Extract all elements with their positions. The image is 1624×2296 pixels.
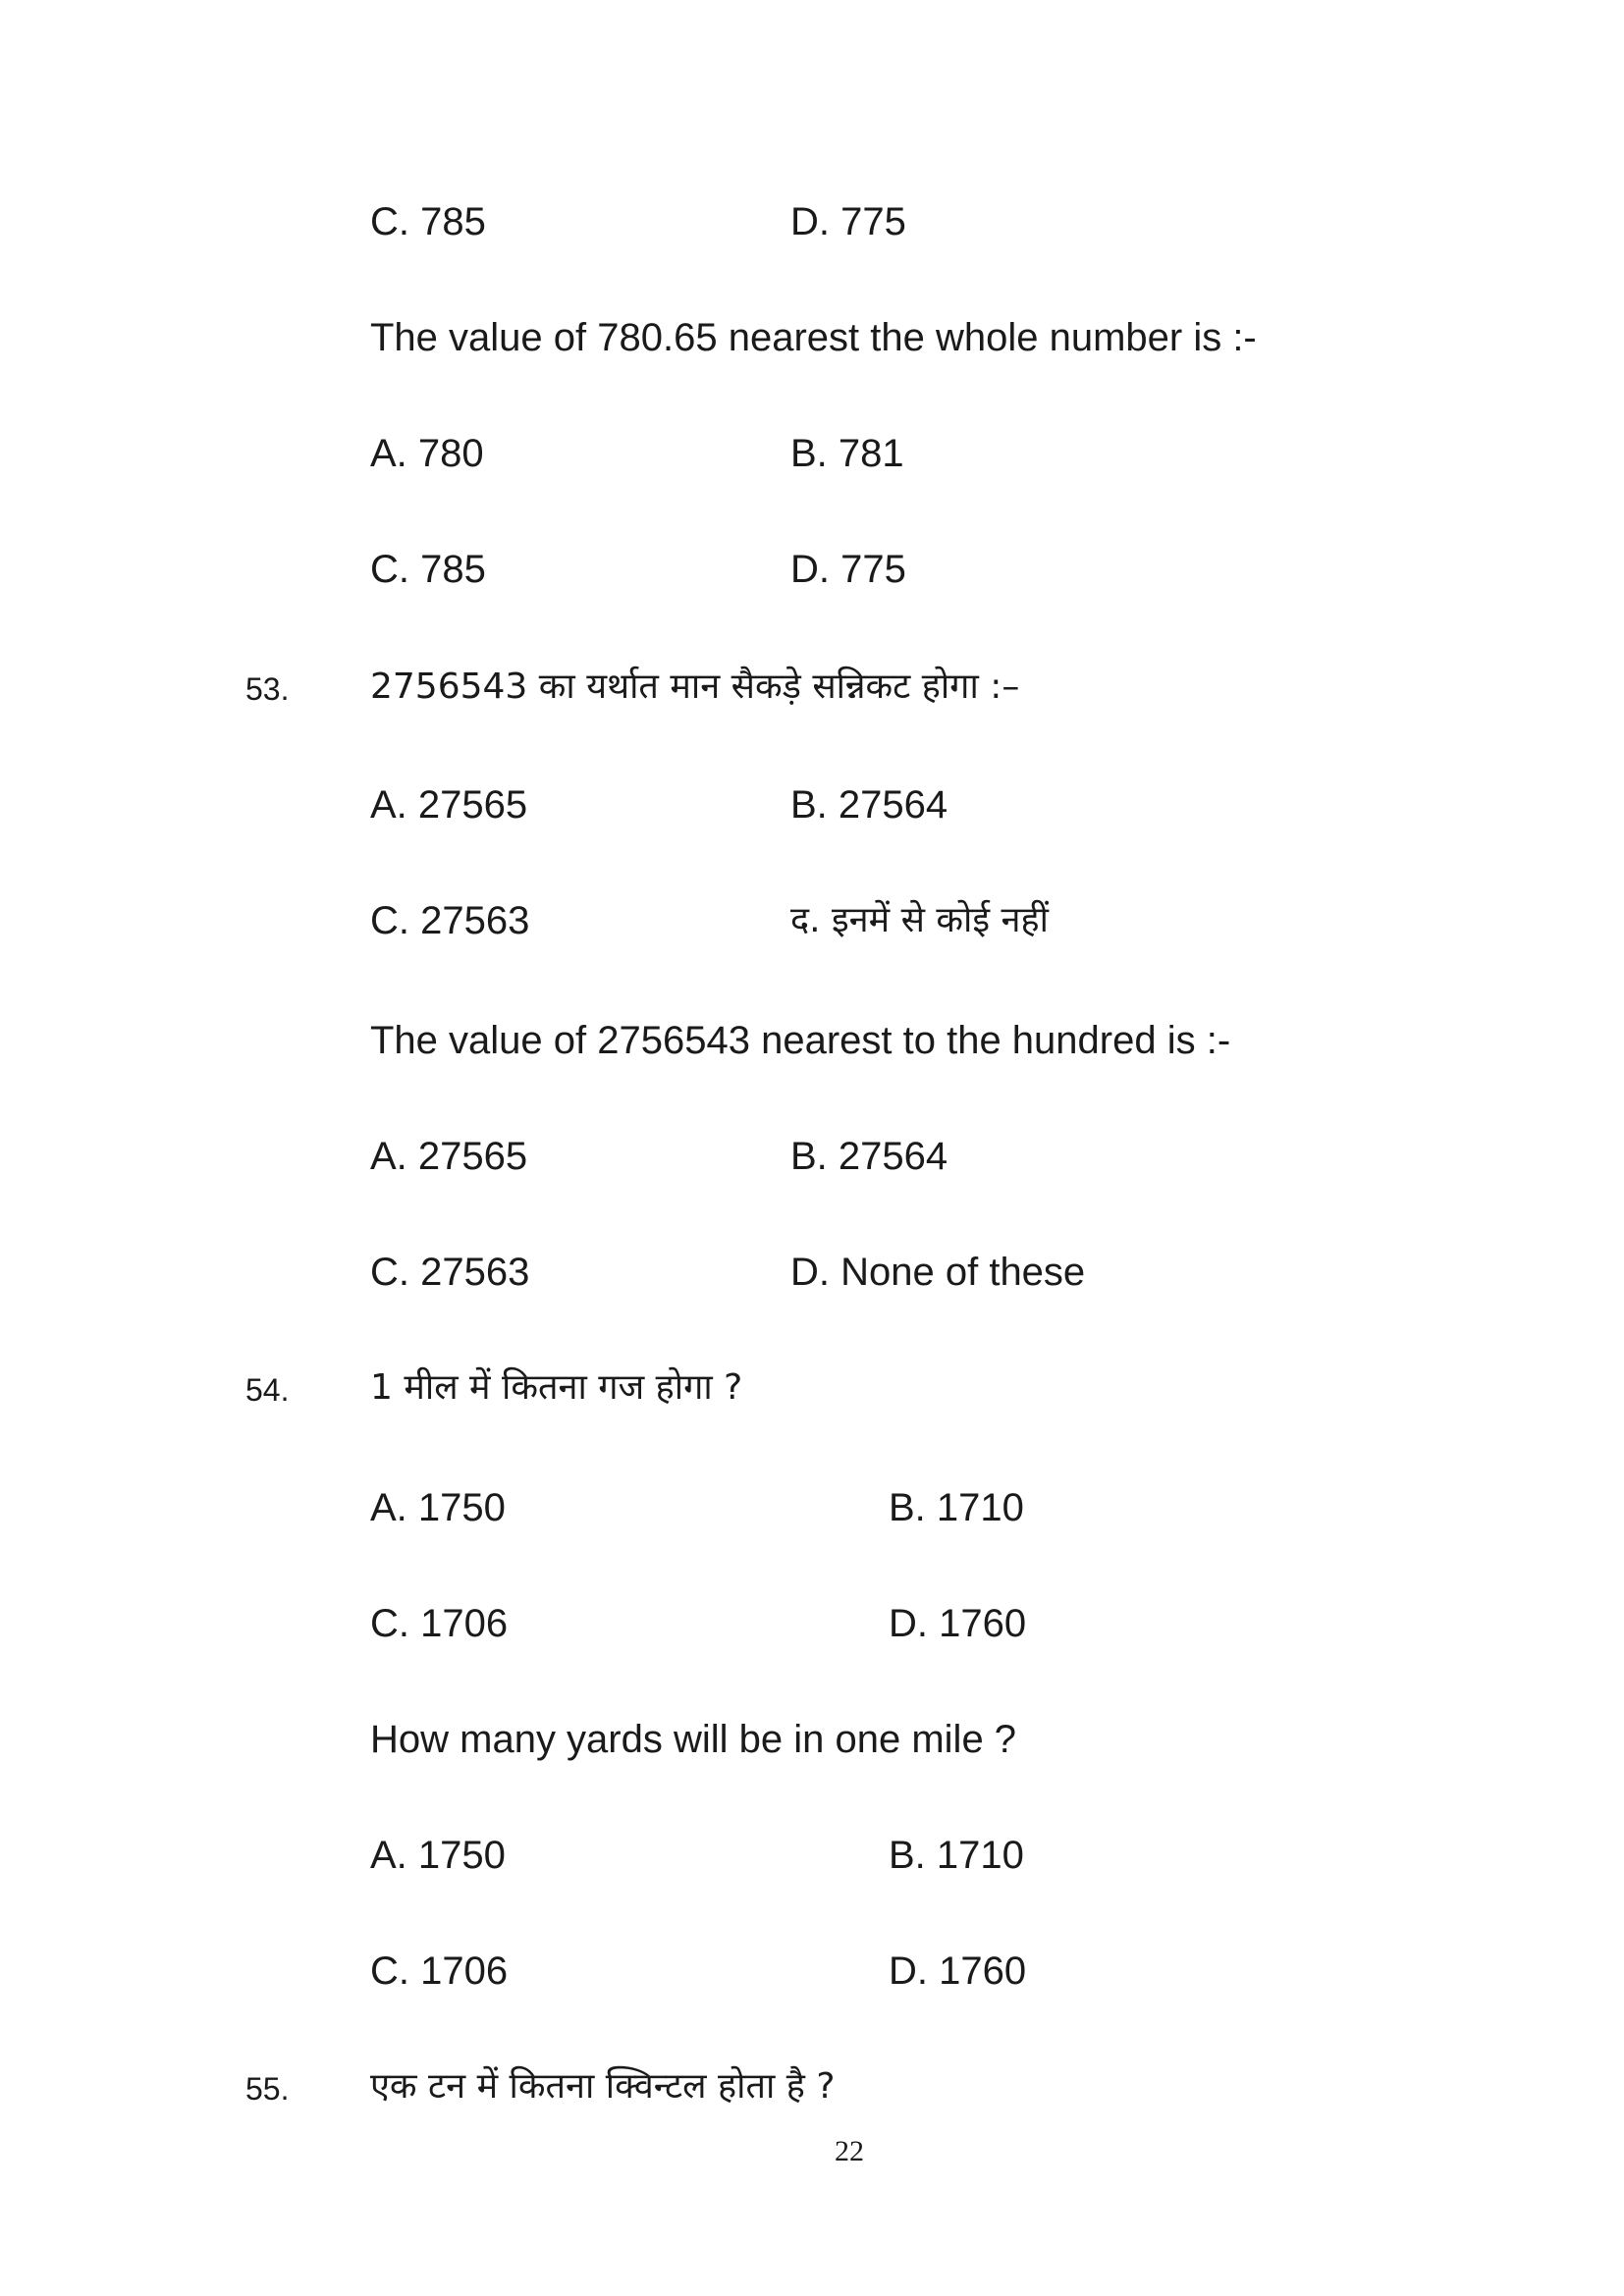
option-c: C. 27563 xyxy=(370,899,530,942)
option-b: B. 781 xyxy=(790,432,904,475)
option-b: B. 27564 xyxy=(790,783,948,827)
question-text-hindi: 2756543 का यर्थात मान सैकड़े सन्निकट होगा :– xyxy=(370,667,1020,707)
option-c: C. 27563 xyxy=(370,1251,530,1294)
option-d: D. 775 xyxy=(790,548,906,591)
option-d: D. 775 xyxy=(790,200,906,243)
option-a: A. 1750 xyxy=(370,1486,506,1529)
question-text-english: The value of 2756543 nearest to the hundred is :- xyxy=(370,1019,1231,1062)
question-text-hindi: एक टन में कितना क्विन्टल होता है ? xyxy=(370,2066,836,2107)
option-c: C. 785 xyxy=(370,548,486,591)
option-c: C. 1706 xyxy=(370,1602,509,1645)
option-a: A. 1750 xyxy=(370,1834,506,1877)
option-b: B. 1710 xyxy=(889,1834,1024,1877)
option-a: A. 27565 xyxy=(370,1135,528,1178)
option-c: C. 1706 xyxy=(370,1949,509,1993)
option-a: A. 27565 xyxy=(370,783,528,827)
option-d: D. 1760 xyxy=(889,1602,1027,1645)
question-text-english: How many yards will be in one mile ? xyxy=(370,1718,1017,1761)
option-a: A. 780 xyxy=(370,432,484,475)
option-b: B. 1710 xyxy=(889,1486,1024,1529)
question-text-hindi: 1 मील में कितना गज होगा ? xyxy=(370,1367,743,1408)
page-number: 22 xyxy=(835,2135,864,2167)
question-text-english: The value of 780.65 nearest the whole number is :- xyxy=(370,316,1257,359)
option-d: द. इनमें से कोई नहीं xyxy=(790,900,1049,940)
question-number: 55. xyxy=(245,2071,290,2107)
question-number: 54. xyxy=(245,1372,290,1408)
option-d: D. None of these xyxy=(790,1251,1086,1294)
option-b: B. 27564 xyxy=(790,1135,948,1178)
option-d: D. 1760 xyxy=(889,1949,1027,1993)
option-c: C. 785 xyxy=(370,200,486,243)
question-number: 53. xyxy=(245,671,290,707)
